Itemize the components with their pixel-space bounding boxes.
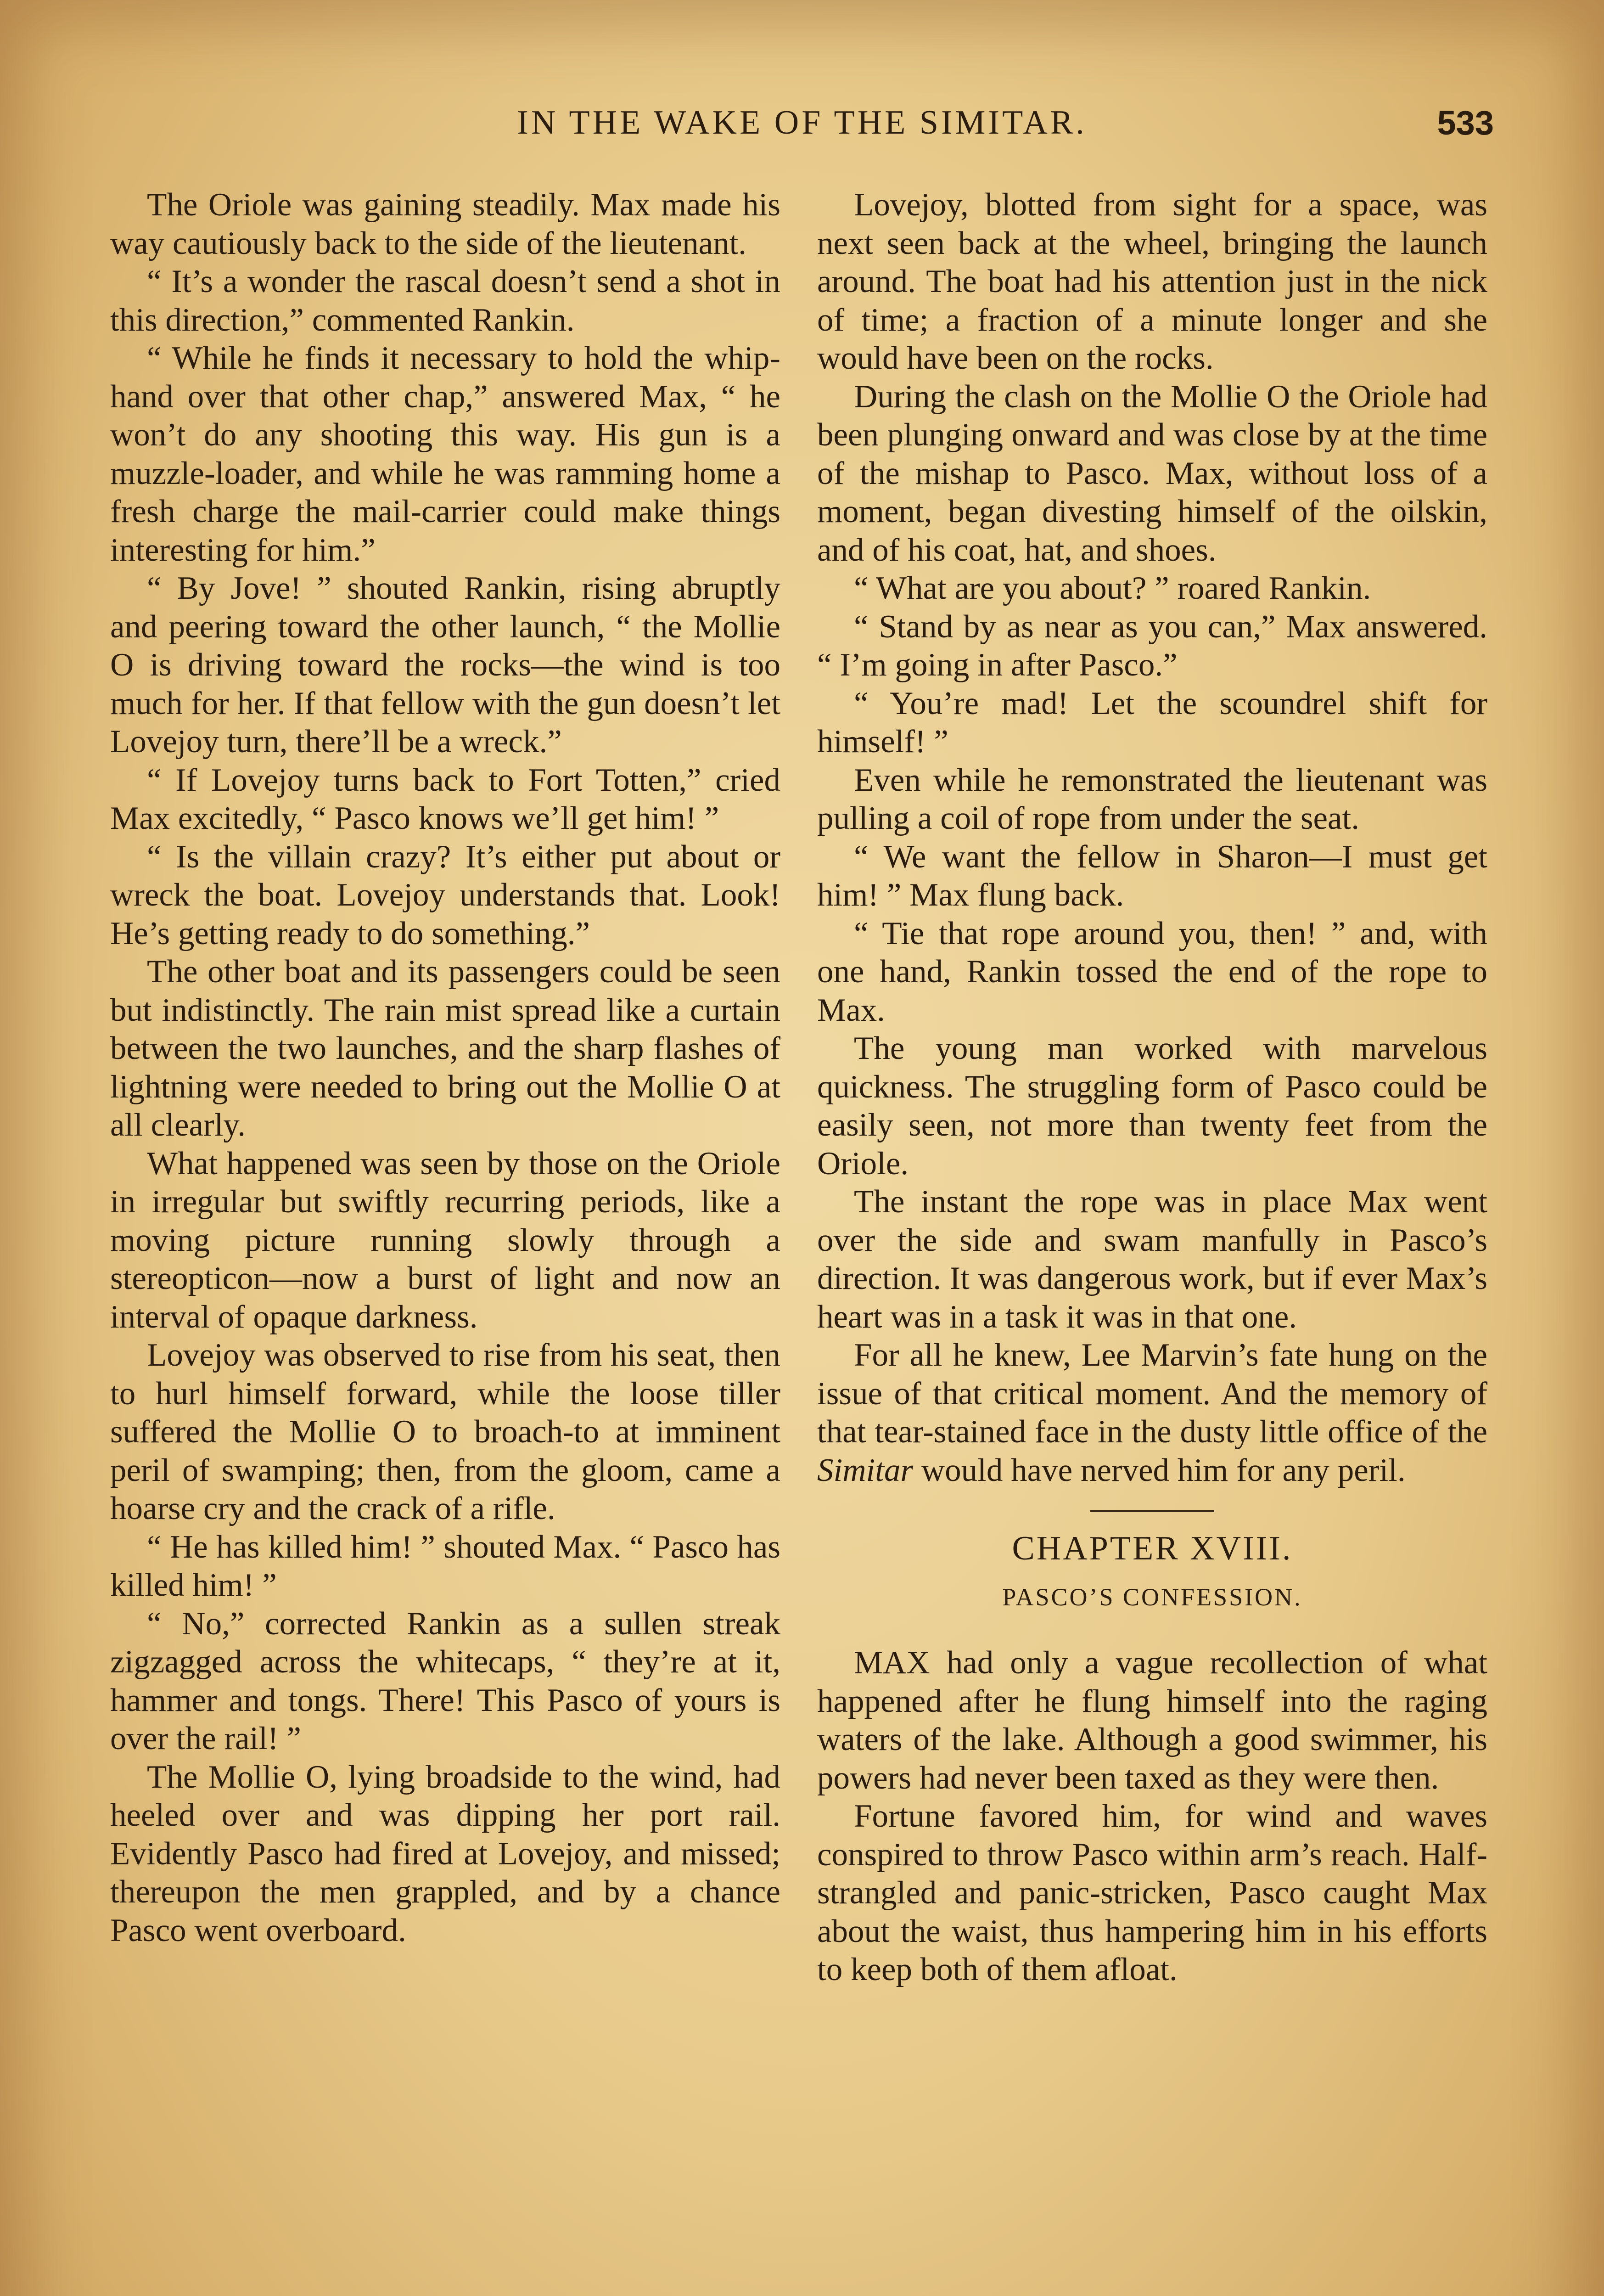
paragraph: Lovejoy was observed to rise from his seat, then to hurl himself forward, while the loose tiller suffered the Mollie O to broach-to at imminent peril of swamping; then, from the gloom, came a hoarse cry and the crack of a rifle. — [110, 1337, 780, 1526]
running-title: IN THE WAKE OF THE SIMITAR. — [517, 104, 1087, 141]
paragraph: The Mollie O, lying broadside to the wind, had heeled over and was dipping her port rail. Evidently Pasco had fired at Lovejoy, and missed; thereupon the men grappled, and by a chance Pasco went overboard. — [110, 1759, 780, 1948]
paragraph: What happened was seen by those on the Oriole in irregular but swiftly recurring periods, like a moving picture running slowly through a stereopticon—now a burst of light and now an interval of opaque darkness. — [110, 1145, 780, 1335]
text-run: For all he knew, Lee Marvin’s fate hung on the issue of that critical moment. And the memory of that tear-stained face in the dusty little office of the — [817, 1337, 1487, 1450]
paragraph: “ He has killed him! ” shouted Max. “ Pasco has killed him! ” — [110, 1529, 780, 1603]
paragraph: “ Tie that rope around you, then! ” and, with one hand, Rankin tossed the end of the rope to Max. — [817, 915, 1487, 1028]
paragraph: Lovejoy, blotted from sight for a space, was next seen back at the wheel, bringing the launch around. The boat had his attention just in the nick of time; a fraction of a minute longer and she would have been on the rocks. — [817, 187, 1487, 376]
paragraph: “ What are you about? ” roared Rankin. — [854, 570, 1371, 606]
paragraph: “ Is the villain crazy? It’s either put about or wreck the boat. Lovejoy understands that. Look! He’s getting ready to do something.” — [110, 838, 780, 951]
text-run: would have nerved him for any peril. — [913, 1452, 1406, 1488]
paragraph: “ You’re mad! Let the scoundrel shift for himself! ” — [817, 685, 1487, 760]
section-divider — [1090, 1510, 1214, 1512]
paragraph: During the clash on the Mollie O the Oriole had been plunging onward and was close by at the time of the mishap to Pasco. Max, without loss of a moment, began divesting himself of the oilskin, and of his coat, hat, and shoes. — [817, 378, 1487, 568]
paragraph: Even while he remonstrated the lieutenant was pulling a coil of rope from under the seat. — [817, 762, 1487, 836]
paragraph: “ No,” corrected Rankin as a sullen streak zigzagged across the whitecaps, “ they’re at it, hammer and tongs. There! This Pasco of yours is over the rail! ” — [110, 1605, 780, 1756]
paragraph: “ Stand by as near as you can,” Max answered. “ I’m going in after Pasco.” — [817, 608, 1487, 683]
italic-title: Simitar — [817, 1452, 914, 1488]
chapter-title: CHAPTER XVIII. — [1012, 1530, 1293, 1567]
right-column — [817, 186, 1487, 2296]
paragraph: “ While he finds it necessary to hold the whip-hand over that other chap,” answered Max, “ he won’t do any shooting this way. His gun is a muzzle-loader, and while he was ramming home a fresh charge the mail-carrier could make things interesting for him.” — [110, 340, 780, 568]
paragraph: “ We want the fellow in Sharon—I must get him! ” Max flung back. — [817, 838, 1487, 913]
paragraph: “ By Jove! ” shouted Rankin, rising abruptly and peering toward the other launch, “ the Mollie O is driving toward the rocks—the wind is too much for her. If that fellow with the gun doesn’t let Lovejoy turn, there’ll be a wreck.” — [110, 570, 780, 760]
paragraph: “ If Lovejoy turns back to Fort Totten,” cried Max excitedly, “ Pasco knows we’ll get him! ” — [110, 762, 780, 836]
text-columns — [110, 186, 1487, 2296]
chapter-subtitle: PASCO’S CONFESSION. — [1002, 1583, 1302, 1611]
paragraph: The Oriole was gaining steadily. Max made his way cautiously back to the side of the lieutenant. — [110, 187, 780, 261]
running-header — [110, 94, 1494, 149]
paragraph: The instant the rope was in place Max went over the side and swam manfully in Pasco’s direction. It was dangerous work, but if ever Max’s heart was in a task it was in that one. — [817, 1184, 1487, 1335]
page-number: 533 — [1437, 104, 1494, 142]
paragraph: The young man worked with marvelous quickness. The struggling form of Pasco could be easily seen, not more than twenty feet from the Oriole. — [817, 1030, 1487, 1182]
paragraph: “ It’s a wonder the rascal doesn’t send a shot in this direction,” commented Rankin. — [110, 264, 780, 338]
paragraph — [817, 1336, 1487, 1490]
paragraph: Fortune favored him, for wind and waves conspired to throw Pasco within arm’s reach. Half-strangled and panic-stricken, Pasco caught Max about the waist, thus hampering him in his efforts to keep both of them afloat. — [817, 1798, 1487, 1987]
left-column — [110, 186, 780, 2296]
paragraph: The other boat and its passengers could be seen but indistinctly. The rain mist spread like a curtain between the two launches, and the sharp flashes of lightning were needed to bring out the Mollie O at all clearly. — [110, 954, 780, 1143]
paragraph: MAX had only a vague recollection of what happened after he flung himself into the raging waters of the lake. Although a good swimmer, his powers had never been taxed as they were then. — [817, 1645, 1487, 1796]
